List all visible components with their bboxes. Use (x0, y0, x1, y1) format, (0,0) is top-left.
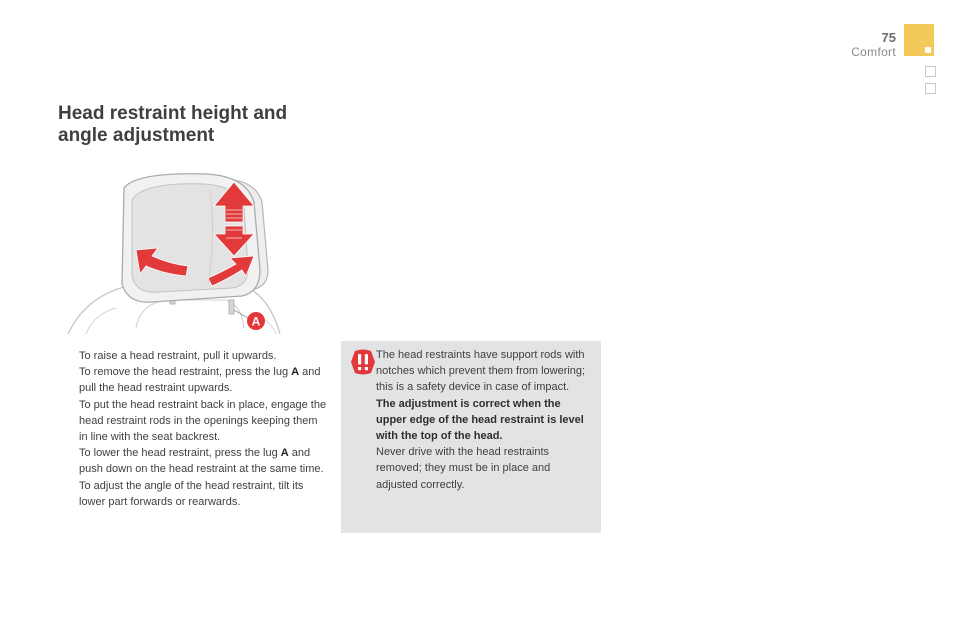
tab-marker (925, 47, 931, 53)
instruction-text: and pull the head restraint upwards. (79, 366, 321, 395)
warning-box (341, 341, 601, 533)
chapter-tab-empty-1[interactable] (925, 66, 936, 77)
instruction-text: To remove the head restraint, press the lug (79, 366, 292, 379)
page-title-line-2: angle adjustment (58, 125, 215, 146)
lug-reference: A (280, 447, 289, 460)
warning-closing: Never drive with the head restraints removed; they must be in place and adjusted correctly. (376, 446, 551, 491)
warning-exclamation-icon (351, 349, 375, 375)
page-title-line-1: Head restraint height and (58, 103, 288, 124)
seat-backrest-inner (136, 300, 244, 328)
head-restraint-illustration (66, 168, 288, 336)
lug-pointer-line (234, 310, 248, 318)
list-item (58, 478, 328, 510)
instruction-text: To lower the head restraint, press the lug (79, 447, 281, 460)
list-item (58, 364, 328, 396)
list-item (58, 445, 328, 477)
instruction-text: and push down on the head restraint at the same time. (79, 447, 324, 476)
page-title (58, 103, 338, 147)
list-item (58, 348, 328, 364)
chapter-tab-empty-2[interactable] (925, 83, 936, 94)
chapter-tab-active[interactable] (904, 24, 934, 56)
list-item (58, 397, 328, 446)
instruction-text: To put the head restraint back in place, engage the head restraint rods in the openings keeping them in line with the seat backrest. (79, 398, 327, 444)
support-rod-right (229, 300, 234, 314)
instruction-text: To adjust the angle of the head restraint, tilt its lower part forwards or rearwards. (79, 479, 304, 508)
instruction-list (58, 348, 328, 510)
lug-label: A (251, 314, 261, 329)
instruction-text: To raise a head restraint, pull it upwards. (79, 350, 277, 362)
warning-emphasis: The adjustment is correct when the upper edge of the head restraint is level with the top of the head. (376, 397, 584, 443)
lug-reference: A (291, 366, 300, 379)
page-number: 75 (881, 30, 896, 45)
warning-intro: The head restraints have support rods with notches which prevent them from lowering; this is a safety device in case of impact. (376, 349, 586, 394)
warning-text (376, 347, 594, 493)
section-name: Comfort (851, 45, 896, 59)
